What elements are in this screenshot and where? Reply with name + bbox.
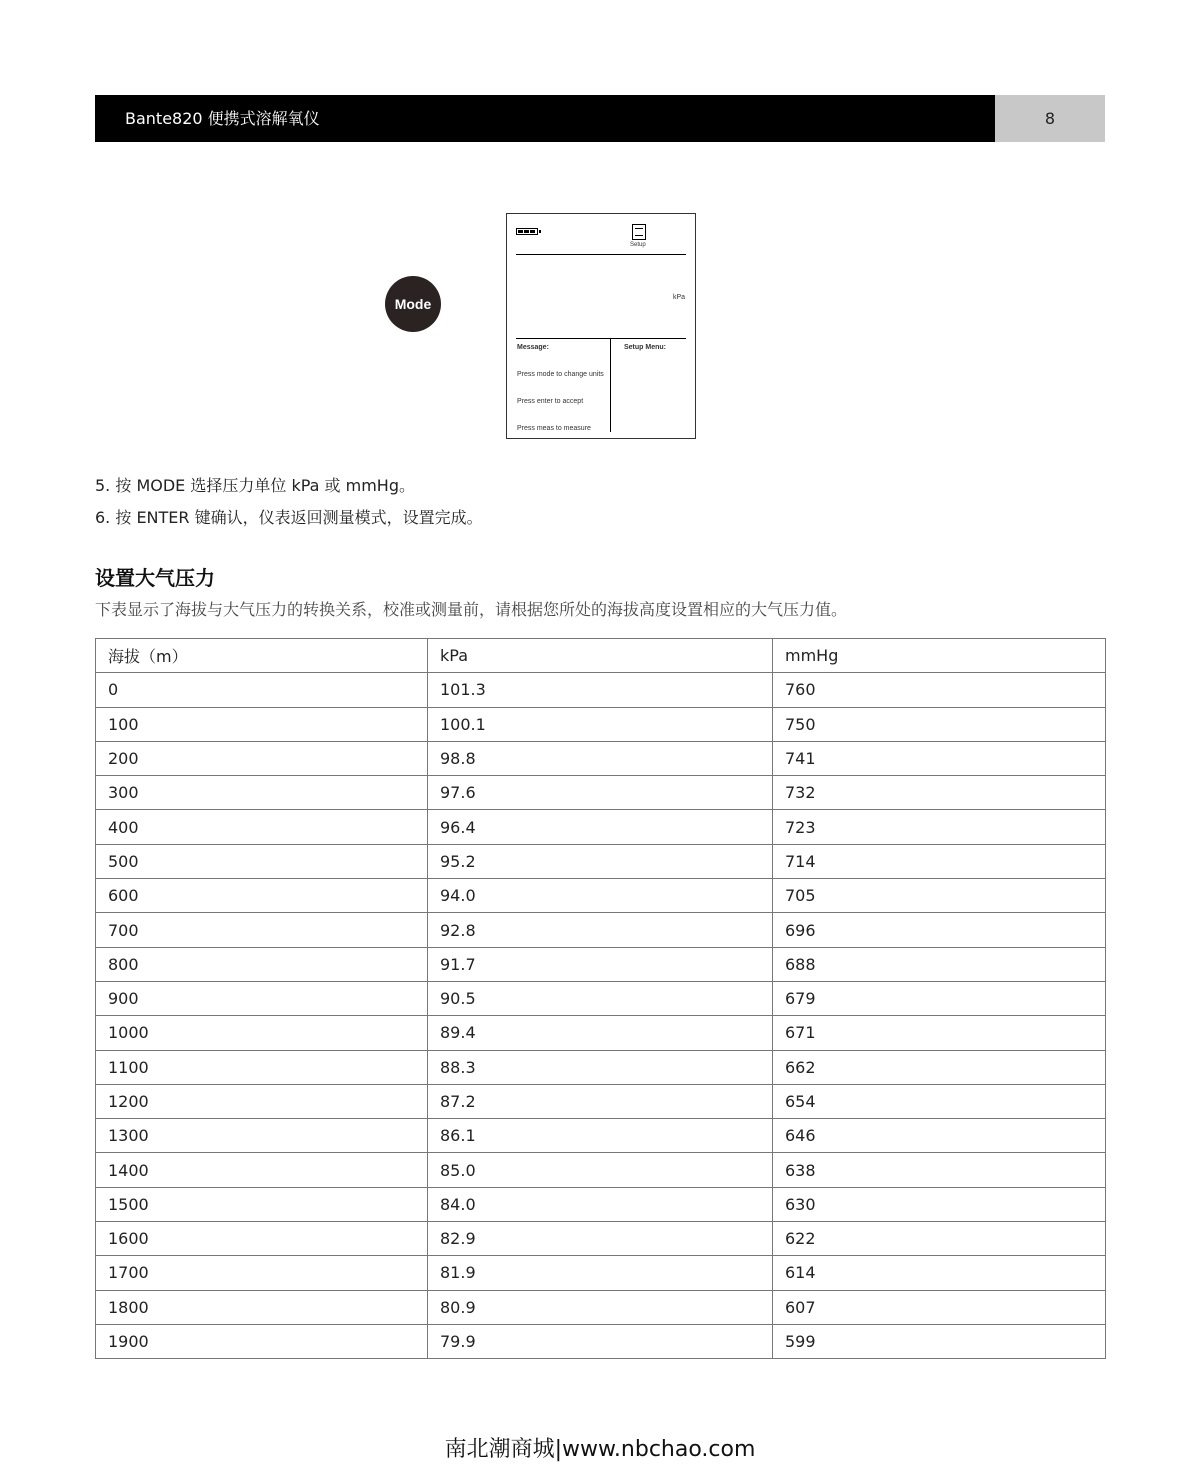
section-intro: 下表显示了海拔与大气压力的转换关系，校准或测量前，请根据您所处的海拔高度设置相应的大气压力值。 — [95, 600, 848, 619]
cell-mmhg: 599 — [773, 1324, 1106, 1358]
setup-menu-label: Setup Menu: — [624, 344, 666, 351]
cell-kpa: 94.0 — [428, 879, 773, 913]
table-row — [96, 1119, 1106, 1153]
cell-altitude: 800 — [96, 947, 428, 981]
divider — [610, 339, 611, 432]
cell-kpa: 81.9 — [428, 1256, 773, 1290]
table-row — [96, 1256, 1106, 1290]
cell-altitude: 1600 — [96, 1222, 428, 1256]
table-row — [96, 673, 1106, 707]
cell-altitude: 400 — [96, 810, 428, 844]
cell-kpa: 79.9 — [428, 1324, 773, 1358]
lcd-message: Press mode to change units — [517, 371, 604, 378]
cell-kpa: 95.2 — [428, 844, 773, 878]
cell-altitude: 700 — [96, 913, 428, 947]
header-mmhg: mmHg — [773, 639, 1106, 673]
cell-altitude: 300 — [96, 776, 428, 810]
cell-mmhg: 638 — [773, 1153, 1106, 1187]
header-kpa: kPa — [428, 639, 773, 673]
cell-mmhg: 741 — [773, 741, 1106, 775]
cell-mmhg: 714 — [773, 844, 1106, 878]
table-row — [96, 1084, 1106, 1118]
document-title: Bante820 便携式溶解氧仪 — [125, 109, 320, 128]
cell-kpa: 90.5 — [428, 981, 773, 1015]
cell-mmhg: 671 — [773, 1016, 1106, 1050]
table-row — [96, 879, 1106, 913]
section-title: 设置大气压力 — [95, 566, 215, 590]
table-row — [96, 1187, 1106, 1221]
table-row — [96, 844, 1106, 878]
cell-altitude: 1100 — [96, 1050, 428, 1084]
cell-altitude: 1400 — [96, 1153, 428, 1187]
page-number: 8 — [995, 95, 1105, 142]
cell-kpa: 82.9 — [428, 1222, 773, 1256]
lcd-screen-illustration — [506, 213, 696, 439]
table-row — [96, 741, 1106, 775]
table-row — [96, 947, 1106, 981]
header-bar — [95, 95, 995, 142]
battery-icon — [516, 228, 538, 235]
cell-mmhg: 662 — [773, 1050, 1106, 1084]
setup-label: Setup — [630, 242, 646, 248]
cell-altitude: 0 — [96, 673, 428, 707]
setup-document-icon — [632, 224, 646, 240]
cell-mmhg: 607 — [773, 1290, 1106, 1324]
cell-mmhg: 679 — [773, 981, 1106, 1015]
header-altitude: 海拔（m） — [96, 639, 428, 673]
cell-kpa: 88.3 — [428, 1050, 773, 1084]
cell-altitude: 1900 — [96, 1324, 428, 1358]
cell-kpa: 89.4 — [428, 1016, 773, 1050]
mode-button-illustration: Mode — [385, 276, 441, 332]
cell-mmhg: 723 — [773, 810, 1106, 844]
cell-kpa: 98.8 — [428, 741, 773, 775]
cell-altitude: 900 — [96, 981, 428, 1015]
divider — [516, 338, 686, 339]
cell-altitude: 1700 — [96, 1256, 428, 1290]
table-row — [96, 1153, 1106, 1187]
cell-altitude: 500 — [96, 844, 428, 878]
cell-mmhg: 760 — [773, 673, 1106, 707]
divider — [516, 254, 686, 255]
cell-altitude: 200 — [96, 741, 428, 775]
lcd-message: Press meas to measure — [517, 425, 591, 432]
cell-mmhg: 732 — [773, 776, 1106, 810]
cell-altitude: 100 — [96, 707, 428, 741]
unit-label: kPa — [673, 294, 686, 301]
cell-kpa: 97.6 — [428, 776, 773, 810]
cell-kpa: 84.0 — [428, 1187, 773, 1221]
message-label: Message: — [517, 344, 549, 351]
cell-mmhg: 646 — [773, 1119, 1106, 1153]
cell-kpa: 91.7 — [428, 947, 773, 981]
table-row — [96, 1222, 1106, 1256]
cell-mmhg: 750 — [773, 707, 1106, 741]
cell-altitude: 1800 — [96, 1290, 428, 1324]
cell-mmhg: 705 — [773, 879, 1106, 913]
cell-kpa: 100.1 — [428, 707, 773, 741]
cell-altitude: 1500 — [96, 1187, 428, 1221]
cell-mmhg: 614 — [773, 1256, 1106, 1290]
cell-mmhg: 696 — [773, 913, 1106, 947]
cell-kpa: 87.2 — [428, 1084, 773, 1118]
footer-watermark: 南北潮商城|www.nbchao.com — [444, 1437, 756, 1462]
step-6: 6. 按 ENTER 键确认，仪表返回测量模式，设置完成。 — [95, 508, 483, 527]
table-row — [96, 1324, 1106, 1358]
table-row — [96, 1050, 1106, 1084]
cell-kpa: 101.3 — [428, 673, 773, 707]
cell-mmhg: 622 — [773, 1222, 1106, 1256]
cell-kpa: 92.8 — [428, 913, 773, 947]
cell-altitude: 600 — [96, 879, 428, 913]
lcd-message: Press enter to accept — [517, 398, 584, 405]
table-row — [96, 1290, 1106, 1324]
cell-mmhg: 630 — [773, 1187, 1106, 1221]
table-row — [96, 776, 1106, 810]
cell-mmhg: 654 — [773, 1084, 1106, 1118]
cell-kpa: 86.1 — [428, 1119, 773, 1153]
table-row — [96, 981, 1106, 1015]
table-row — [96, 707, 1106, 741]
table-header-row — [96, 639, 1106, 673]
cell-altitude: 1300 — [96, 1119, 428, 1153]
step-5: 5. 按 MODE 选择压力单位 kPa 或 mmHg。 — [95, 476, 415, 495]
altitude-pressure-table — [95, 638, 1106, 1359]
cell-mmhg: 688 — [773, 947, 1106, 981]
cell-altitude: 1200 — [96, 1084, 428, 1118]
table-row — [96, 1016, 1106, 1050]
cell-kpa: 80.9 — [428, 1290, 773, 1324]
table-row — [96, 810, 1106, 844]
cell-kpa: 96.4 — [428, 810, 773, 844]
cell-kpa: 85.0 — [428, 1153, 773, 1187]
cell-altitude: 1000 — [96, 1016, 428, 1050]
table-row — [96, 913, 1106, 947]
